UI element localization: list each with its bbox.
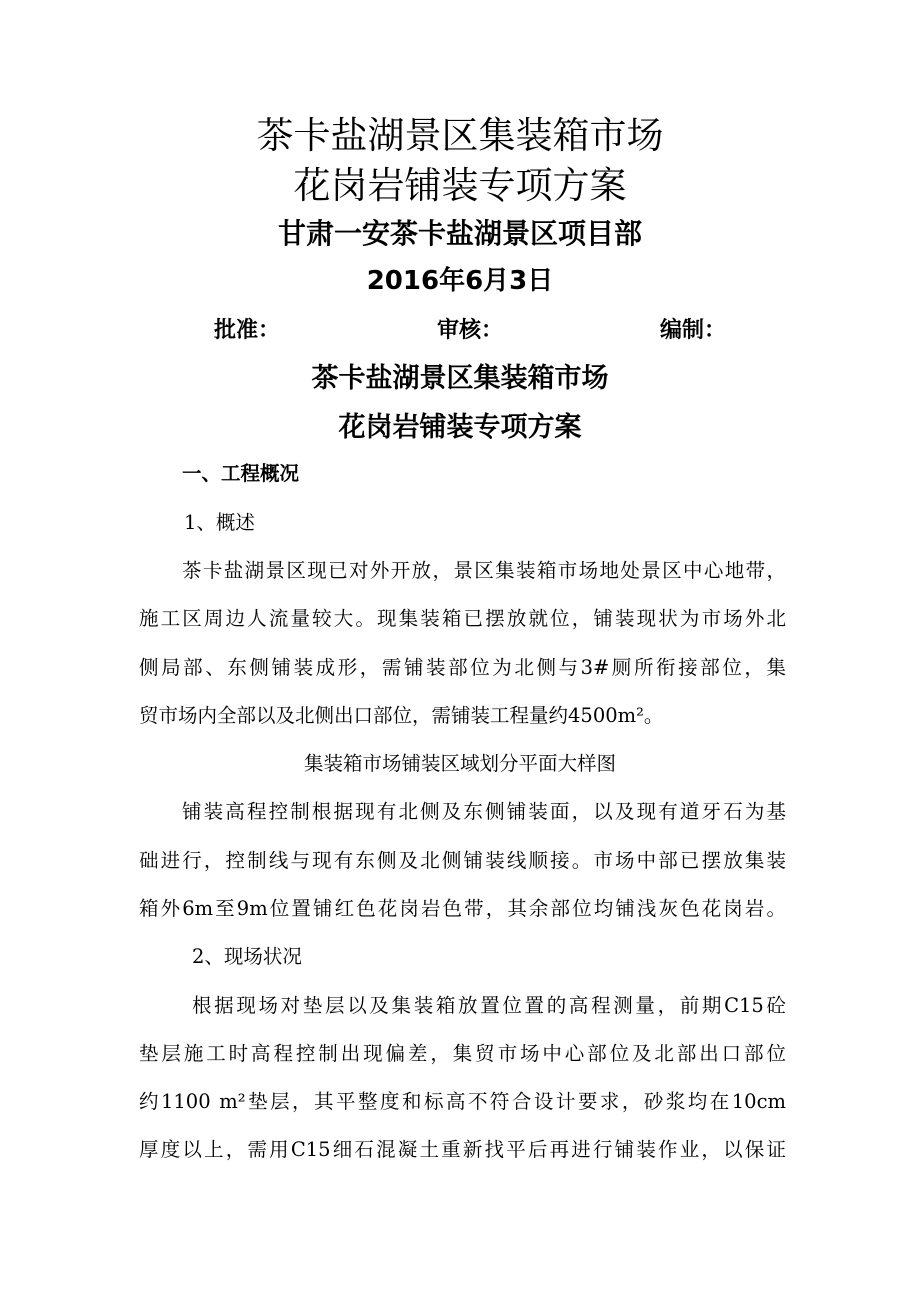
cover-title-line1: 茶卡盐湖景区集装箱市场 xyxy=(256,114,664,157)
subsection2-heading: 2、现场状况 xyxy=(192,945,302,968)
body-title-line1: 茶卡盐湖景区集装箱市场 xyxy=(311,363,609,394)
figure-caption: 集装箱市场铺装区域划分平面大样图 xyxy=(303,752,616,775)
paragraph1-line: 贸市场内全部以及北侧出口部位，需铺装工程量约4500m²。 xyxy=(139,704,664,727)
compile-label: 编制： xyxy=(660,318,727,343)
body-title-line2: 花岗岩铺装专项方案 xyxy=(338,412,582,443)
paragraph3-line: 厚度以上，需用C15细石混凝土重新找平后再进行铺装作业，以保证 xyxy=(139,1138,786,1161)
paragraph1-line: 茶卡盐湖景区现已对外开放，景区集装箱市场地处景区中心地带， xyxy=(182,559,786,582)
cover-date: 2016年6月3日 xyxy=(366,266,554,296)
cover-title-line2: 花岗岩铺装专项方案 xyxy=(293,164,627,207)
paragraph3-line: 约1100 m²垫层，其平整度和标高不符合设计要求，砂浆均在10cm xyxy=(139,1090,786,1113)
paragraph2-line: 础进行，控制线与现有东侧及北侧铺装线顺接。市场中部已摆放集装 xyxy=(139,849,786,872)
paragraph1-line: 施工区周边人流量较大。现集装箱已摆放就位，铺装现状为市场外北 xyxy=(139,607,786,630)
paragraph3-line: 根据现场对垫层以及集装箱放置位置的高程测量，前期C15砼 xyxy=(192,994,786,1017)
cover-organization: 甘肃一安茶卡盐湖景区项目部 xyxy=(277,217,642,250)
paragraph2-line: 铺装高程控制根据现有北侧及东侧铺装面，以及现有道牙石为基 xyxy=(182,800,786,823)
paragraph3-line: 垫层施工时高程控制出现偏差，集贸市场中心部位及北部出口部位 xyxy=(139,1042,786,1065)
subsection1-heading: 1、概述 xyxy=(184,511,255,534)
paragraph1-line: 侧局部、东侧铺装成形，需铺装部位为北侧与3#厕所衔接部位，集 xyxy=(139,656,786,679)
approve-label: 批准： xyxy=(214,318,281,343)
review-label: 审核： xyxy=(437,318,504,343)
section1-heading: 一、工程概况 xyxy=(182,462,300,485)
paragraph2-line: 箱外6m至9m位置铺红色花岗岩色带，其余部位均铺浅灰色花岗岩。 xyxy=(139,897,786,920)
